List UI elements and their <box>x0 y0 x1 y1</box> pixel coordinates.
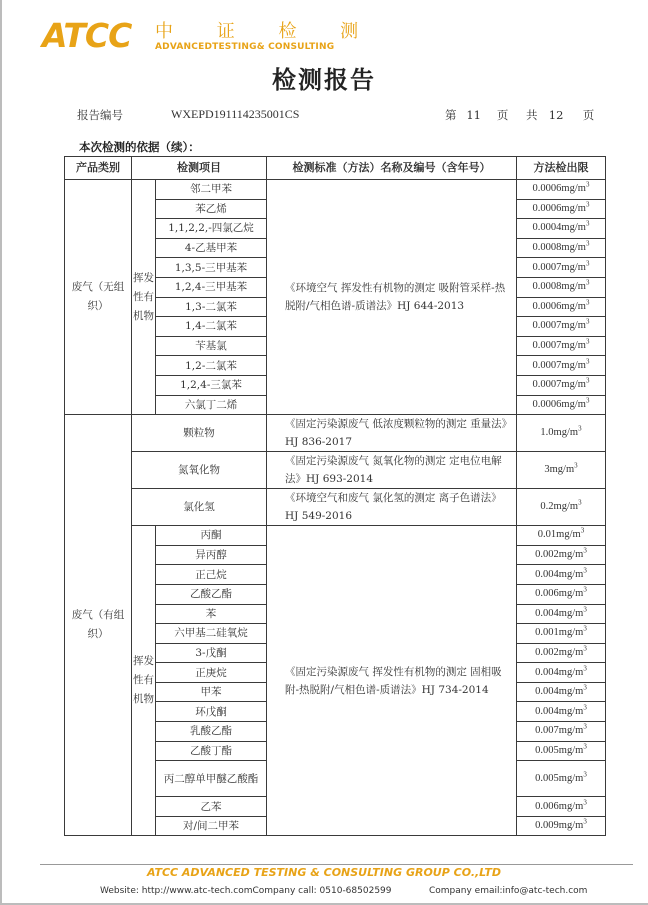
test-item: 1,3-二氯苯 <box>156 297 267 317</box>
limit-value: 0.004mg/m <box>535 686 584 698</box>
detection-limit <box>517 702 606 722</box>
limit-value: 0.009mg/m <box>535 820 584 832</box>
page-edge-left <box>0 0 2 905</box>
unit-exponent: 3 <box>585 239 590 248</box>
unit-exponent: 3 <box>585 200 590 209</box>
unit-exponent: 3 <box>578 498 582 507</box>
detection-limit <box>517 643 606 663</box>
test-item: 1,3,5-三甲基苯 <box>156 258 267 278</box>
unit-exponent: 3 <box>585 376 590 385</box>
table-row <box>65 526 606 546</box>
detection-limit <box>517 816 606 836</box>
header-test-item: 检测项目 <box>132 157 267 180</box>
detection-limit <box>517 526 606 546</box>
unit-exponent: 3 <box>583 644 587 653</box>
company-logo <box>42 16 378 56</box>
report-number-label: 报告编号 <box>77 108 123 122</box>
test-item: 丙酮 <box>156 526 267 546</box>
test-item: 4-乙基甲苯 <box>156 238 267 258</box>
detection-limit <box>517 722 606 742</box>
unit-exponent: 3 <box>574 461 578 470</box>
test-item: 乙酸乙酯 <box>156 584 267 604</box>
test-standard: 《固定污染源废气 低浓度颗粒物的测定 重量法》HJ 836-2017 <box>267 415 517 452</box>
test-item: 乳酸乙酯 <box>156 722 267 742</box>
limit-value: 0.005mg/m <box>535 772 584 784</box>
test-item: 正庚烷 <box>156 663 267 683</box>
detection-limit <box>517 375 606 395</box>
unit-exponent: 3 <box>585 298 590 307</box>
test-item: 1,2-二氯苯 <box>156 356 267 376</box>
page-label-ye: 页 <box>496 108 509 122</box>
test-item: 邻二甲苯 <box>156 180 267 200</box>
test-standard: 《固定污染源废气 挥发性有机物的测定 固相吸附-热脱附/气相色谱-质谱法》HJ 734-2014 <box>267 526 517 836</box>
page-indicator <box>445 107 594 123</box>
unit-exponent: 3 <box>583 703 587 712</box>
test-item: 氯化氢 <box>132 489 267 526</box>
page-total: 12 <box>548 108 564 122</box>
test-item: 异丙醇 <box>156 545 267 565</box>
logo-latin-text: ATCC <box>42 16 132 55</box>
limit-value: 0.007mg/m <box>535 725 584 737</box>
test-standard: 《环境空气 挥发性有机物的测定 吸附管采样-热脱附/气相色谱-质谱法》HJ 644-2013 <box>267 180 517 415</box>
test-item: 1,4-二氯苯 <box>156 317 267 337</box>
detection-limit <box>517 682 606 702</box>
detection-limit <box>517 238 606 258</box>
detection-limit <box>517 415 606 452</box>
unit-exponent: 3 <box>585 357 590 366</box>
unit-exponent: 3 <box>585 278 590 287</box>
limit-value: 0.0007mg/m <box>532 261 586 273</box>
footer-divider <box>40 864 633 865</box>
test-item: 1,2,4-三氯苯 <box>156 375 267 395</box>
logo-english-text: ADVANCEDTESTING& CONSULTING <box>155 42 335 52</box>
limit-value: 0.0007mg/m <box>532 379 586 391</box>
test-item: 氮氧化物 <box>132 452 267 489</box>
unit-exponent: 3 <box>585 259 590 268</box>
limit-value: 0.004mg/m <box>535 666 584 678</box>
unit-exponent: 3 <box>585 396 590 405</box>
unit-exponent: 3 <box>578 424 582 433</box>
product-category: 废气（有组织） <box>65 415 132 836</box>
page-label-di: 第 <box>445 108 457 122</box>
unit-exponent: 3 <box>585 337 590 346</box>
unit-exponent: 3 <box>585 180 590 189</box>
detection-limit <box>517 565 606 585</box>
unit-exponent: 3 <box>580 526 585 535</box>
section-title: 本次检测的依据（续）： <box>79 140 200 154</box>
limit-value: 0.006mg/m <box>535 800 584 812</box>
footer-email: Company email:info@atc-tech.com <box>429 886 588 896</box>
footer-company-name: ATCC ADVANCED TESTING & CONSULTING GROUP CO.,LTD <box>146 866 501 879</box>
test-item: 乙苯 <box>156 797 267 817</box>
detection-limit <box>517 336 606 356</box>
limit-value: 0.0006mg/m <box>532 183 586 195</box>
test-item: 六甲基二硅氧烷 <box>156 624 267 644</box>
unit-exponent: 3 <box>583 585 587 594</box>
limit-value: 0.0008mg/m <box>532 281 586 293</box>
unit-exponent: 3 <box>583 664 587 673</box>
limit-value: 0.002mg/m <box>535 646 584 658</box>
test-item: 苯 <box>156 604 267 624</box>
detection-limit <box>517 317 606 337</box>
test-standard: 《环境空气和废气 氯化氢的测定 离子色谱法》HJ 549-2016 <box>267 489 517 526</box>
detection-limit <box>517 180 606 200</box>
table-row <box>65 180 606 200</box>
header-standard: 检测标准（方法）名称及编号（含年号） <box>267 157 517 180</box>
limit-value: 0.0008mg/m <box>532 242 586 254</box>
limit-value: 1.0mg/m <box>540 427 579 439</box>
limit-value: 0.0007mg/m <box>532 359 586 371</box>
header-product-category: 产品类别 <box>65 157 132 180</box>
limit-value: 0.004mg/m <box>535 705 584 717</box>
test-item: 3-戊酮 <box>156 643 267 663</box>
limit-value: 0.001mg/m <box>535 627 584 639</box>
report-number: WXEPD191114235001CS <box>171 107 300 121</box>
limit-value: 0.0007mg/m <box>532 340 586 352</box>
test-item: 乙酸丁酯 <box>156 741 267 761</box>
subcategory-label: 挥发性有机物 <box>132 526 156 836</box>
test-item: 苯乙烯 <box>156 199 267 219</box>
page-label-ye2: 页 <box>582 108 595 122</box>
table-row <box>65 415 606 452</box>
unit-exponent: 3 <box>583 817 587 826</box>
limit-value: 0.0006mg/m <box>532 300 586 312</box>
limit-value: 0.005mg/m <box>535 744 584 756</box>
limit-value: 0.004mg/m <box>535 607 584 619</box>
unit-exponent: 3 <box>585 219 590 228</box>
test-item: 颗粒物 <box>132 415 267 452</box>
detection-limit <box>517 297 606 317</box>
unit-exponent: 3 <box>583 742 587 751</box>
detection-limit <box>517 395 606 415</box>
detection-limit <box>517 219 606 239</box>
table-row <box>65 489 606 526</box>
detection-limit <box>517 545 606 565</box>
unit-exponent: 3 <box>583 798 587 807</box>
logo-chinese-text: 中 证 检 测 <box>155 21 378 42</box>
limit-value: 0.004mg/m <box>535 568 584 580</box>
test-item: 甲苯 <box>156 682 267 702</box>
unit-exponent: 3 <box>583 770 587 779</box>
method-table <box>64 156 605 836</box>
limit-value: 0.2mg/m <box>540 501 579 513</box>
document-title: 检测报告 <box>272 66 376 94</box>
detection-limit <box>517 199 606 219</box>
detection-limit <box>517 761 606 797</box>
limit-value: 0.0004mg/m <box>532 222 586 234</box>
detection-limit <box>517 356 606 376</box>
unit-exponent: 3 <box>583 624 587 633</box>
detection-limit <box>517 584 606 604</box>
subcategory-label: 挥发性有机物 <box>132 180 156 415</box>
detection-limit <box>517 277 606 297</box>
detection-limit <box>517 489 606 526</box>
limit-value: 0.0007mg/m <box>532 320 586 332</box>
unit-exponent: 3 <box>585 317 590 326</box>
footer-contact: Website: http://www.atc-tech.comCompany call: 0510-68502599 <box>100 886 392 896</box>
limit-value: 0.0006mg/m <box>532 202 586 214</box>
detection-limit <box>517 258 606 278</box>
detection-limit <box>517 604 606 624</box>
limit-value: 0.002mg/m <box>535 549 584 561</box>
unit-exponent: 3 <box>583 546 587 555</box>
detection-limit <box>517 741 606 761</box>
header-detection-limit: 方法检出限 <box>517 157 606 180</box>
limit-value: 0.01mg/m <box>537 529 581 541</box>
unit-exponent: 3 <box>583 605 587 614</box>
test-item: 苄基氯 <box>156 336 267 356</box>
test-item: 1,1,2,2,-四氯乙烷 <box>156 219 267 239</box>
unit-exponent: 3 <box>583 722 587 731</box>
page-label-gong: 共 <box>525 108 538 122</box>
limit-value: 3mg/m <box>544 464 575 476</box>
test-item: 1,2,4-三甲基苯 <box>156 277 267 297</box>
unit-exponent: 3 <box>583 566 587 575</box>
page-current: 11 <box>466 108 481 122</box>
table-row <box>65 452 606 489</box>
test-item: 正己烷 <box>156 565 267 585</box>
test-item: 六氯丁二烯 <box>156 395 267 415</box>
test-item: 对/间二甲苯 <box>156 816 267 836</box>
test-standard: 《固定污染源废气 氮氧化物的测定 定电位电解法》HJ 693-2014 <box>267 452 517 489</box>
limit-value: 0.0006mg/m <box>532 398 586 410</box>
unit-exponent: 3 <box>583 683 587 692</box>
limit-value: 0.006mg/m <box>535 588 584 600</box>
test-item: 丙二醇单甲醚乙酸酯 <box>156 761 267 797</box>
product-category: 废气（无组织） <box>65 180 132 415</box>
table-header-row <box>65 157 606 180</box>
detection-limit <box>517 663 606 683</box>
test-item: 环戊酮 <box>156 702 267 722</box>
detection-limit <box>517 797 606 817</box>
detection-limit <box>517 624 606 644</box>
detection-limit <box>517 452 606 489</box>
